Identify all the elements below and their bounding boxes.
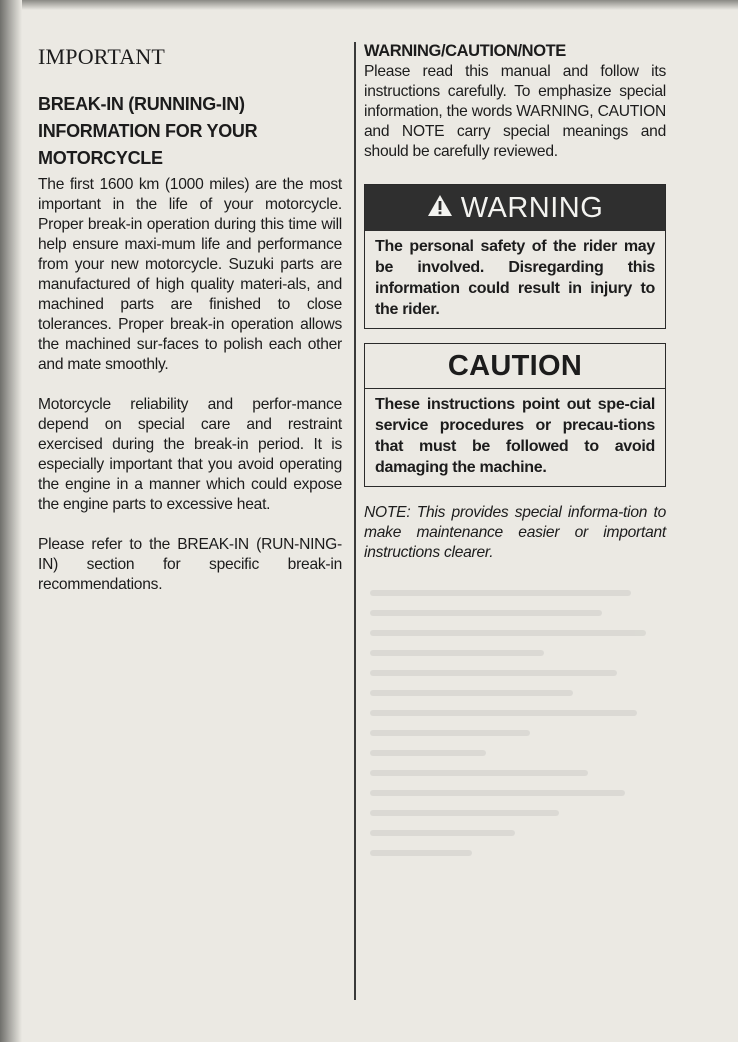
caution-box bbox=[364, 343, 666, 487]
warning-label: WARNING bbox=[460, 191, 604, 224]
heading-line: INFORMATION FOR YOUR bbox=[38, 121, 258, 141]
left-column bbox=[38, 44, 342, 615]
show-through-text bbox=[370, 590, 660, 980]
heading-line: BREAK-IN (RUNNING-IN) bbox=[38, 94, 245, 114]
caution-text: These instructions point out spe-cial service procedures or precau-tions that must be followed to avoid damaging the machine. bbox=[375, 396, 655, 476]
right-column bbox=[364, 42, 666, 563]
heading-line: MOTORCYCLE bbox=[38, 148, 163, 168]
caution-label: CAUTION bbox=[365, 344, 665, 389]
note-text: NOTE: This provides special informa-tion to make maintenance easier or important instructions clearer. bbox=[364, 504, 666, 561]
warning-header bbox=[365, 185, 665, 231]
warning-text: The personal safety of the rider may be involved. Disregarding this information could result in injury to the rider. bbox=[375, 238, 655, 318]
paragraph-reliability: Motorcycle reliability and perfor-mance depend on special care and restraint exercised during the break-in period. It is especially important that you avoid operating the engine in a manner which could expose the engine parts to excessive heat. bbox=[38, 396, 342, 513]
warning-box bbox=[364, 184, 666, 329]
paragraph-intro: Please read this manual and follow its instructions carefully. To emphasize special information, the words WARNING, CAUTION and NOTE carry special meanings and should be carefully reviewed. bbox=[364, 63, 666, 160]
paragraph-refer: Please refer to the BREAK-IN (RUN-NING-IN) section for specific break-in recommendations. bbox=[38, 536, 342, 593]
column-divider bbox=[354, 42, 356, 1000]
section-heading bbox=[38, 92, 342, 171]
page-top-edge bbox=[0, 0, 738, 10]
page-title: IMPORTANT bbox=[38, 44, 166, 69]
page-binding-shadow bbox=[0, 0, 22, 1042]
warning-triangle-icon bbox=[427, 194, 453, 222]
section-heading-warning-caution-note: WARNING/CAUTION/NOTE bbox=[364, 42, 566, 60]
paragraph-break-in-intro: The first 1600 km (1000 miles) are the most important in the life of your motorcycle. Proper break-in operation during this time will help ensure maxi-mum life and performance from your new motorcycle. Suzuki parts are manufactured of high quality materi-als, and machined parts are finished to close tolerances. Proper break-in operation allows the machined sur-faces to polish each other and mate smoothly. bbox=[38, 176, 342, 373]
